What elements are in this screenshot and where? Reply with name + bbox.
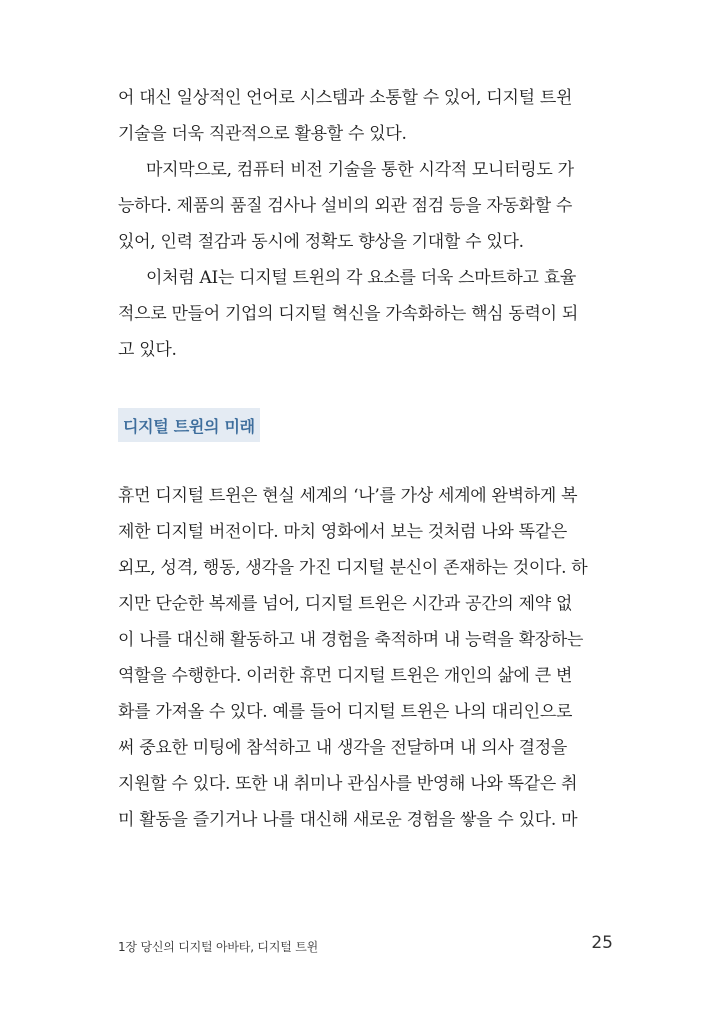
text-line: 마지막으로, 컴퓨터 비전 기술을 통한 시각적 모니터링도 가 bbox=[146, 160, 574, 180]
section-heading-container bbox=[118, 408, 260, 442]
intro-text-block bbox=[118, 80, 618, 368]
section-heading: 디지털 트윈의 미래 bbox=[118, 408, 260, 442]
text-line: 고 있다. bbox=[118, 340, 177, 360]
text-line: 이처럼 AI는 디지털 트윈의 각 요소를 더욱 스마트하고 효율 bbox=[146, 268, 577, 288]
text-line: 지만 단순한 복제를 넘어, 디지털 트윈은 시간과 공간의 제약 없 bbox=[118, 594, 573, 614]
text-line: 능하다. 제품의 품질 검사나 설비의 외관 점검 등을 자동화할 수 bbox=[118, 196, 573, 216]
running-footer-chapter-title: 1장 당신의 디지털 아바타, 디지털 트윈 bbox=[118, 940, 319, 954]
page-number: 25 bbox=[591, 933, 613, 953]
future-text-block bbox=[118, 478, 618, 838]
text-line: 외모, 성격, 행동, 생각을 가진 디지털 분신이 존재하는 것이다. 하 bbox=[118, 558, 588, 578]
text-line: 적으로 만들어 기업의 디지털 혁신을 가속화하는 핵심 동력이 되 bbox=[118, 304, 579, 324]
text-line: 역할을 수행한다. 이러한 휴먼 디지털 트윈은 개인의 삶에 큰 변 bbox=[118, 666, 573, 686]
text-line: 제한 디지털 버전이다. 마치 영화에서 보는 것처럼 나와 똑같은 bbox=[118, 522, 567, 542]
text-line: 휴먼 디지털 트윈은 현실 세계의 ‘나’를 가상 세계에 완벽하게 복 bbox=[118, 486, 578, 506]
text-line: 화를 가져올 수 있다. 예를 들어 디지털 트윈은 나의 대리인으로 bbox=[118, 702, 573, 722]
text-line: 미 활동을 즐기거나 나를 대신해 새로운 경험을 쌓을 수 있다. 마 bbox=[118, 810, 578, 830]
text-line: 있어, 인력 절감과 동시에 정확도 향상을 기대할 수 있다. bbox=[118, 232, 524, 252]
text-line: 써 중요한 미팅에 참석하고 내 생각을 전달하며 내 의사 결정을 bbox=[118, 738, 567, 758]
text-line: 지원할 수 있다. 또한 내 취미나 관심사를 반영해 나와 똑같은 취 bbox=[118, 774, 578, 794]
text-line: 기술을 더욱 직관적으로 활용할 수 있다. bbox=[118, 124, 407, 144]
text-line: 이 나를 대신해 활동하고 내 경험을 축적하며 내 능력을 확장하는 bbox=[118, 630, 584, 650]
text-line: 어 대신 일상적인 언어로 시스템과 소통할 수 있어, 디지털 트윈 bbox=[118, 88, 573, 108]
